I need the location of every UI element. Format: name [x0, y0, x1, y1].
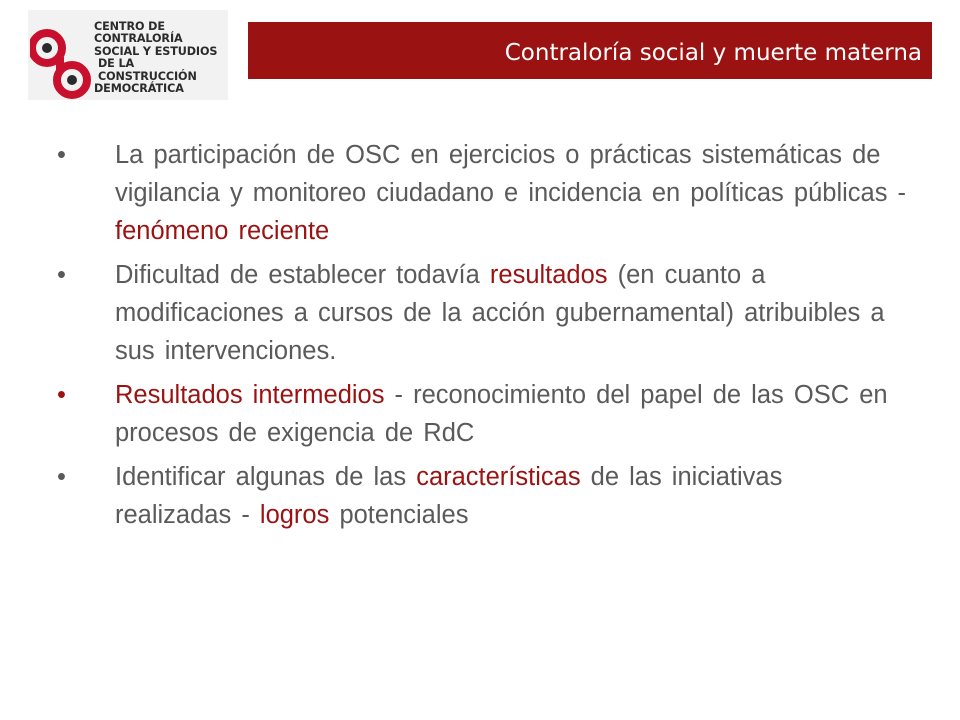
logo-line: DE LA CONSTRUCCIÓN [98, 57, 197, 83]
logo [28, 10, 228, 100]
bullet-icon: • [57, 141, 66, 169]
bullet-text: Identificar algunas de las [115, 463, 417, 491]
page-title: Contraloría social y muerte materna [504, 40, 922, 66]
logo-line: CENTRO DE [94, 20, 165, 33]
bullet-icon: • [57, 381, 66, 409]
logo-text [94, 21, 228, 95]
highlighted-text: Resultados intermedios [115, 381, 385, 409]
bullet-text: (en cuanto a modificaciones a cursos de la acción gubernamental) atribuibles a sus intervenciones. [115, 261, 885, 365]
highlighted-text: fenómeno reciente [115, 217, 330, 245]
logo-line: SOCIAL Y ESTUDIOS [94, 44, 218, 58]
bullet-text: de las iniciativas realizadas - [115, 463, 783, 529]
bullet-item [57, 136, 907, 250]
bullet-text: - reconocimiento del papel de las OSC en procesos de exigencia de RdC [115, 381, 888, 447]
bullet-icon: • [57, 261, 66, 289]
bullet-list [57, 136, 907, 540]
bullet-text: Dificultad de establecer todavía [115, 261, 490, 289]
highlighted-text: resultados [489, 261, 608, 289]
highlighted-text: características [416, 463, 581, 491]
bullet-item [57, 376, 907, 452]
bullet-text: La participación de OSC en ejercicios o prácticas sistemáticas de vigilancia y monitoreo ciudadano e incidencia en políticas públicas - [115, 141, 907, 207]
bullet-item [57, 458, 907, 534]
highlighted-text: logros [259, 501, 330, 529]
bullet-item [57, 256, 907, 370]
logo-line: DEMOCRÁTICA [94, 82, 184, 96]
bullet-text: potenciales [329, 501, 469, 529]
bullet-icon: • [57, 463, 66, 491]
logo-mark-icon [30, 26, 92, 100]
logo-line: CONTRALORÍA [94, 32, 183, 46]
title-bar [248, 22, 932, 79]
